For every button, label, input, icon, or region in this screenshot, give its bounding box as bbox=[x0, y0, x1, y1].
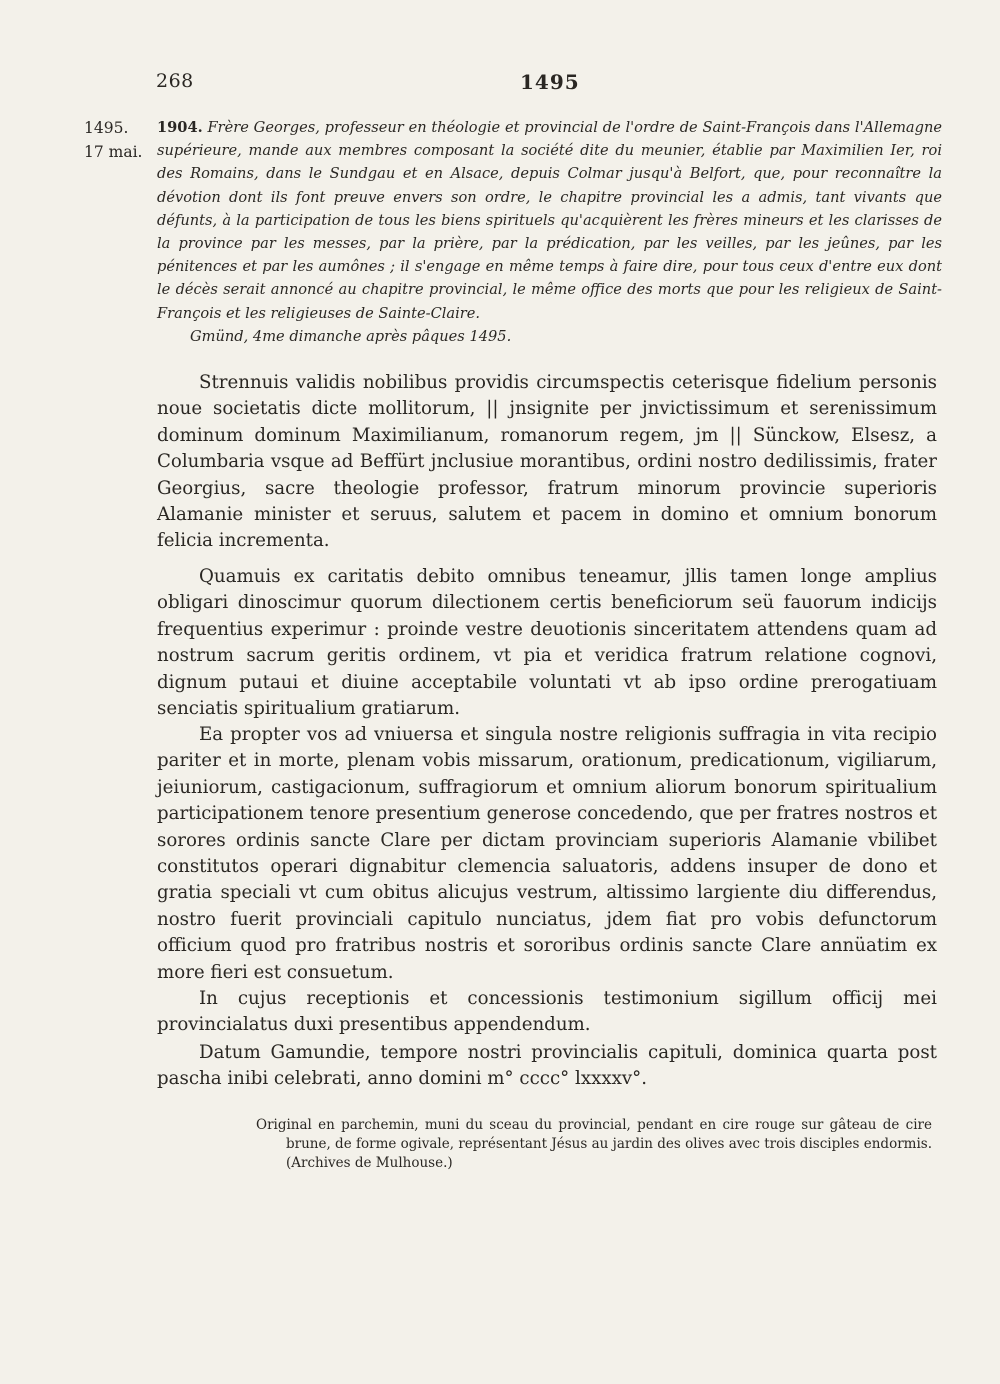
latin-paragraph-4: In cujus receptionis et concessionis testimonium sigillum officij mei provincialatus duxi presentibus appendendum. bbox=[157, 988, 937, 1036]
footnote bbox=[256, 1116, 932, 1173]
latin-paragraph-5: Datum Gamundie, tempore nostri provincialis capituli, dominica quarta post pascha inibi celebrati, anno domini m° cccc° lxxxxv°. bbox=[157, 1042, 937, 1090]
latin-paragraph-1: Strennuis validis nobilibus providis circumspectis ceterisque fidelium personis noue societatis dicte mollitorum, || jnsignite per jnvictissimum et serenissimum dominum dominum Maximilianum, romanorum regem, jm || Sünckow, Elsesz, a Columbaria vsque ad Beffürt jnclusiue morantibus, ordini nostro dedilissimis, frater Georgius, sacre theologie professor, fratrum minorum provincie superioris Alamanie minister et seruus, salutem et pacem in domino et omnium bonorum felicia incrementa. bbox=[157, 372, 937, 552]
entry-number: 1904. bbox=[157, 119, 203, 136]
margin-year: 1495. bbox=[84, 119, 129, 137]
summary-dateline: Gmünd, 4me dimanche après pâques 1495. bbox=[190, 328, 512, 345]
margin-day: 17 mai. bbox=[84, 143, 143, 161]
regest-summary bbox=[157, 116, 942, 325]
summary-text: Frère Georges, professeur en théologie et provincial de l'ordre de Saint-François dans l'Allemagne supérieure, mande aux membres composant la société dite du meunier, établie par Maximilien Ier, roi des Romains, dans le Sundgau et en Alsace, depuis Colmar jusqu'à Belfort, que, pour reconnaître la dévotion dont ils font preuve envers son ordre, le chapitre provincial les a admis, tant vivants que défunts, à la participation de tous les biens spirituels qu'acquièrent les frères mineurs et les clarisses de la province par les messes, par la prière, par la prédication, par les veilles, par les jeûnes, par les pénitences et par les aumônes ; il s'engage en même temps à faire dire, pour tous ceux d'entre eux dont le décès serait annoncé au chapitre provincial, le même office des morts que pour les religieux de Saint-François et les religieuses de Sainte-Claire. bbox=[157, 119, 943, 322]
latin-paragraph-2: Quamuis ex caritatis debito omnibus teneamur, jllis tamen longe amplius obligari dinoscimur quorum dilectionem certis beneficiorum seü fauorum indicijs frequentius experimur : proinde vestre deuotionis sinceritatem attendens quam ad nostrum sacrum geritis ordinem, vt pia et veridica fratrum relatione cognovi, dignum putaui et diuine acceptabile voluntati vt ab ipso ordine prerogatiuam senciatis spiritualium gratiarum. bbox=[157, 566, 937, 720]
page-number: 268 bbox=[156, 70, 194, 92]
running-header-year: 1495 bbox=[520, 70, 580, 94]
latin-paragraph-3: Ea propter vos ad vniuersa et singula nostre religionis suffragia in vita recipio pariter et in morte, plenam vobis missarum, orationum, predicationum, vigiliarum, jeiuniorum, castigacionum, suffragiorum et omnium aliorum bonorum spiritualium participationem tenore presentium generose concedendo, que per fratres nostros et sorores ordinis sancte Clare per dictam provinciam superioris Alamanie vbilibet constitutos operari dignabitur clemencia saluatoris, addens insuper de dono et gratia speciali vt cum obitus alicujus vestrum, altissimo largiente diu differendus, nostro fuerit provinciali capitulo nunciatus, jdem fiat pro vobis defunctorum officium quod pro fratribus nostris et sororibus ordinis sancte Clare annüatim ex more fieri est consuetum. bbox=[157, 724, 937, 983]
footnote-text: Original en parchemin, muni du sceau du provincial, pendant en cire rouge sur gâteau de cire brune, de forme ogivale, représentant Jésus au jardin des olives avec trois disciples endormis. (Archives de Mulhouse.) bbox=[256, 1117, 932, 1171]
margin-date-note bbox=[84, 116, 154, 164]
